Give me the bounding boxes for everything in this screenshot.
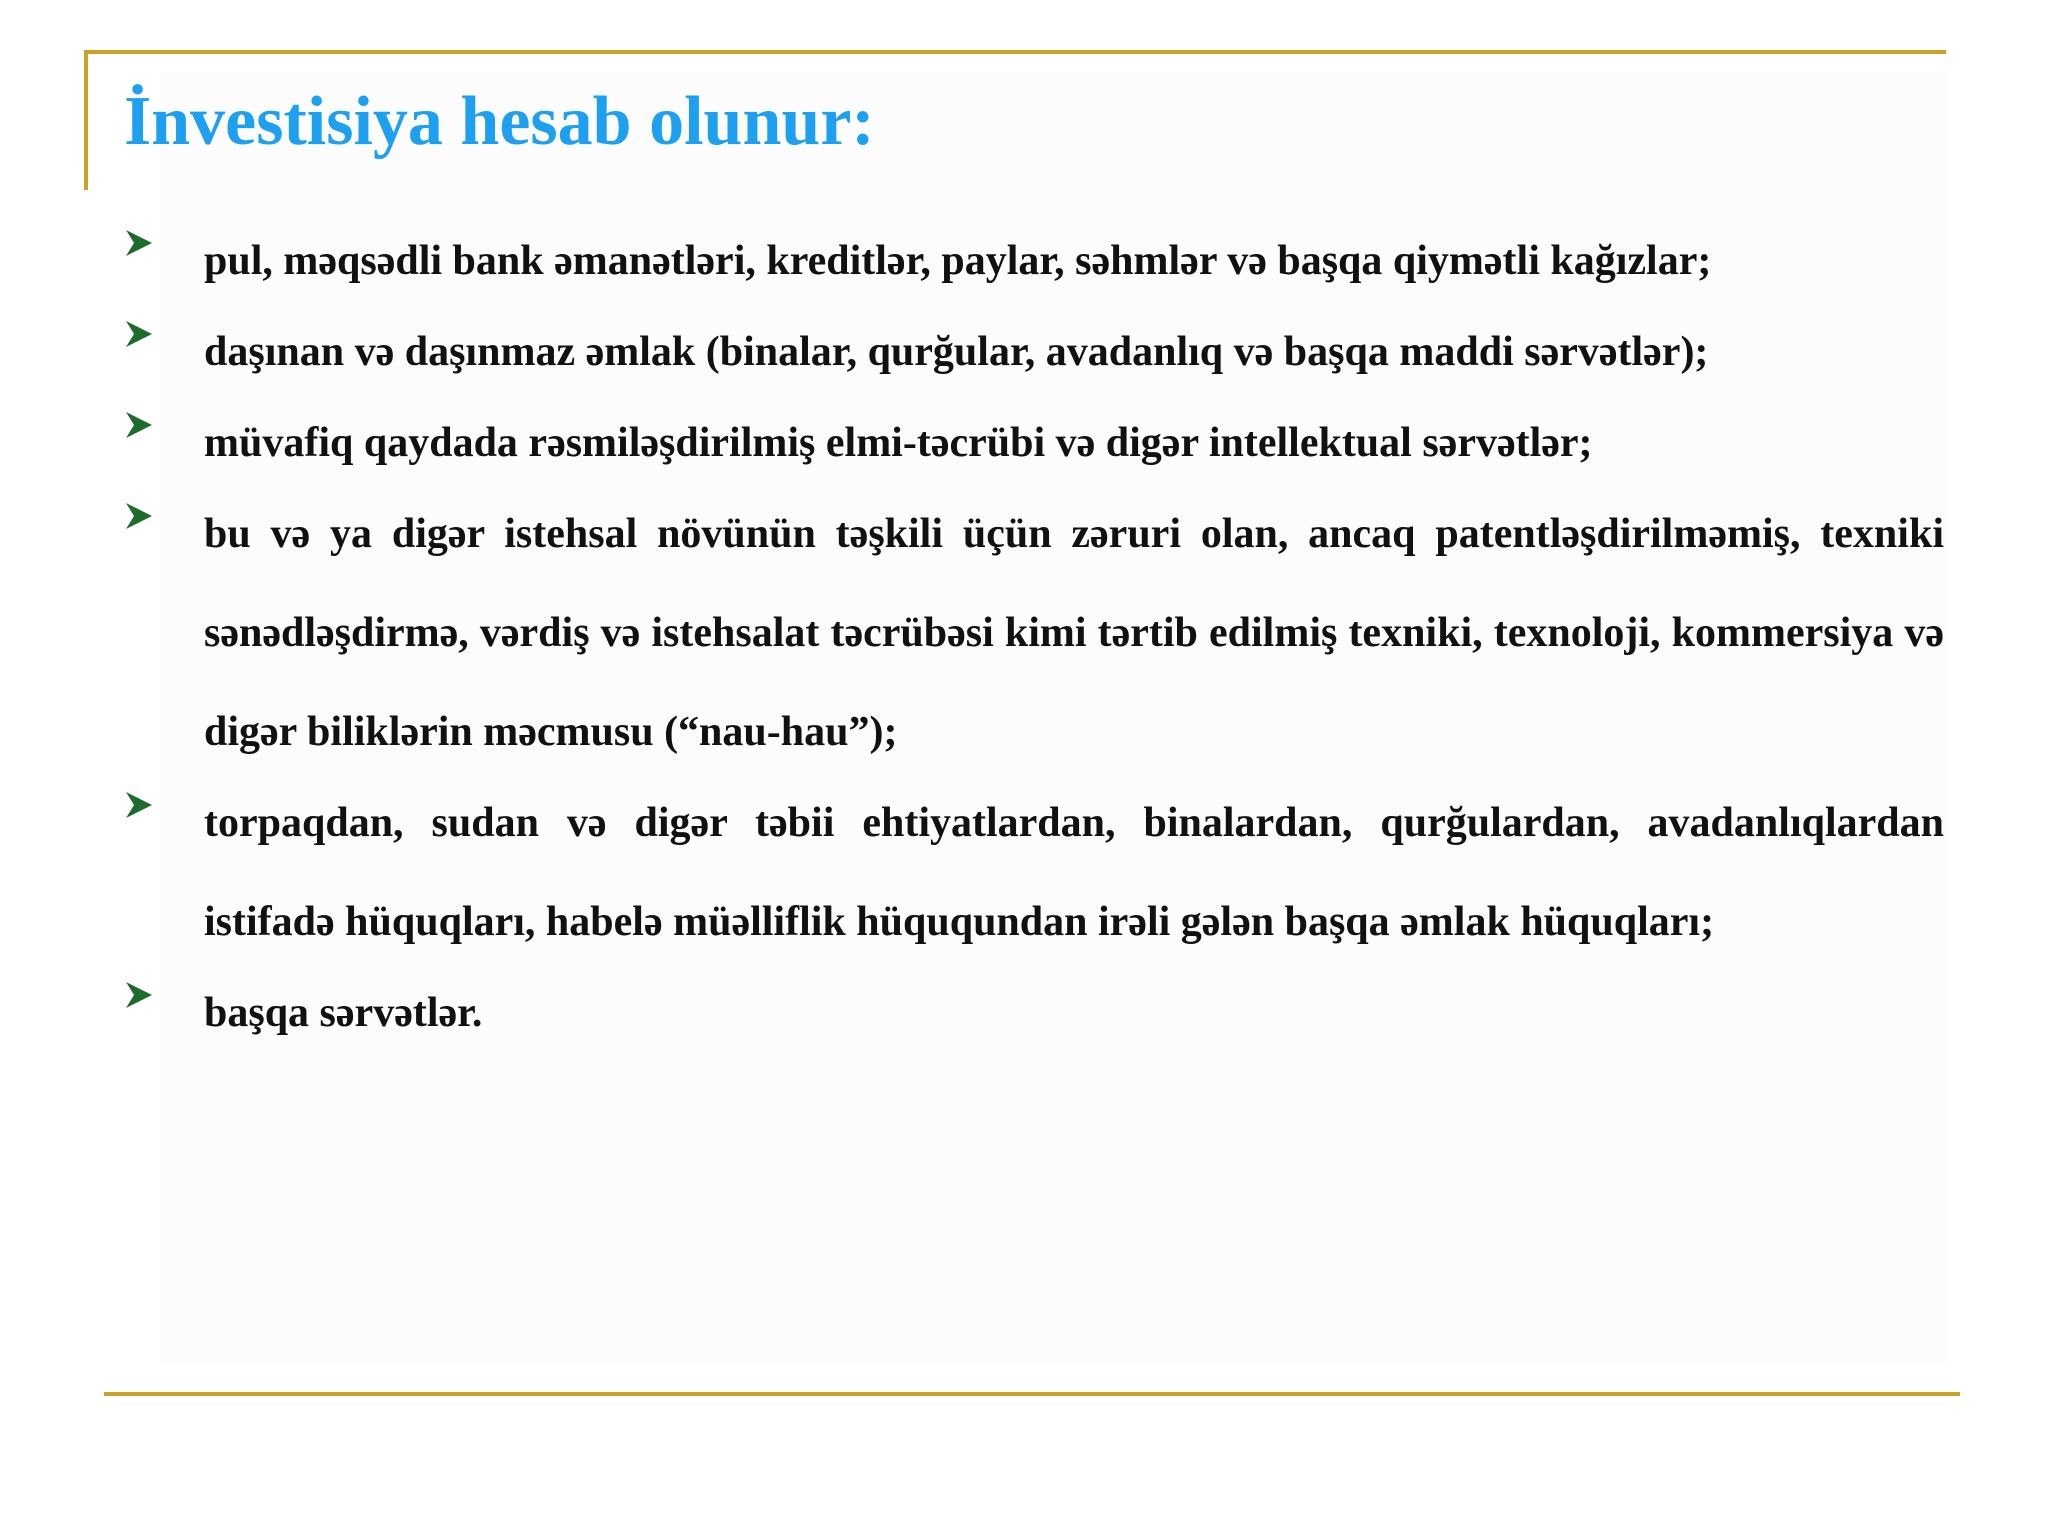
arrowhead-bullet-icon (124, 980, 154, 1010)
list-item-text: bu və ya digər istehsal növünün təşkili üçün zəruri olan, ancaq patentləşdirilməmiş, texniki sənədləşdirmə, vərdiş və istehsalat təcrübəsi kimi tərtib edilmiş texniki, texnoloji, kommersiya və digər biliklərin məcmusu (“nau-hau”); (204, 511, 1944, 755)
list-item (124, 774, 1944, 972)
arrowhead-bullet-icon (124, 501, 154, 531)
list-item (124, 964, 1944, 1063)
top-accent-line (84, 50, 1946, 54)
arrowhead-bullet-icon (124, 228, 154, 258)
list-item-text: müvafiq qaydada rəsmiləşdirilmiş elmi-təcrübi və digər intellektual sərvətlər; (204, 420, 1593, 466)
list-item-text: başqa sərvətlər. (204, 990, 483, 1036)
list-item (124, 485, 1944, 782)
list-item (124, 212, 1944, 311)
list-item-text: daşınan və daşınmaz əmlak (binalar, qurğular, avadanlıq və başqa maddi sərvətlər); (204, 329, 1709, 375)
bullet-list (124, 232, 1944, 1075)
slide-title: İnvestisiya hesab olunur: (124, 83, 875, 160)
left-accent-line (84, 50, 88, 190)
list-item (124, 394, 1944, 493)
bottom-accent-line (104, 1392, 1960, 1396)
arrowhead-bullet-icon (124, 410, 154, 440)
arrowhead-bullet-icon (124, 790, 154, 820)
list-item-text: torpaqdan, sudan və digər təbii ehtiyatlardan, binalardan, qurğulardan, avadanlıqlardan istifadə hüquqları, habelə müəlliflik hüququndan irəli gələn başqa əmlak hüquqları; (204, 800, 1944, 945)
list-item (124, 303, 1944, 402)
list-item-text: pul, məqsədli bank əmanətləri, kreditlər, paylar, səhmlər və başqa qiymətli kağızlar; (204, 238, 1712, 284)
arrowhead-bullet-icon (124, 319, 154, 349)
